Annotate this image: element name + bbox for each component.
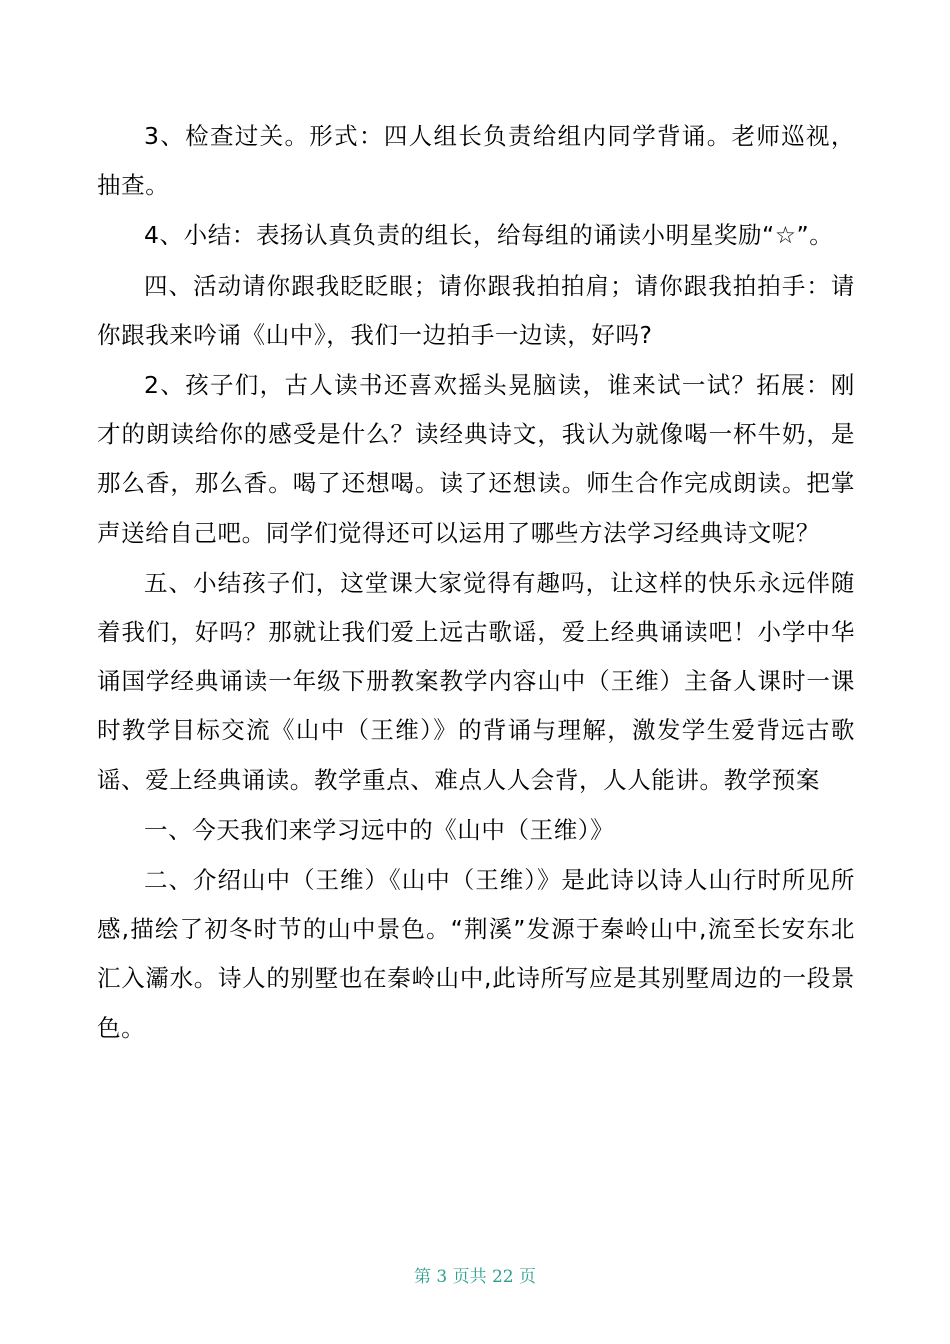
paragraph: 一、今天我们来学习远中的《山中（王维）》: [144, 815, 615, 844]
paragraph: 2、孩子们，古人读书还喜欢摇头晃脑读，谁来试一试？拓展：刚才的朗读给你的感受是什么？读经典诗文，我认为就像喝一杯牛奶，是那么香，那么香。喝了还想喝。读了还想读。师生合作完成朗读。把掌声送给自己吧。同学们觉得还可以运用了哪些方法学习经典诗文呢？: [97, 371, 855, 547]
paragraph: 3、检查过关。形式：四人组长负责给组内同学背诵。老师巡视，抽查。: [97, 122, 855, 200]
paragraph: 二、介绍山中（王维）《山中（王维）》是此诗以诗人山行时所见所感,描绘了初冬时节的山中景色。“荆溪”发源于秦岭山中,流至长安东北汇入灞水。诗人的别墅也在秦岭山中,此诗所写应是其别墅周边的一段景色。: [97, 866, 855, 1042]
page-number-footer: 第 3 页共 22 页: [413, 1267, 537, 1287]
paragraph: 4、小结：表扬认真负责的组长，给每组的诵读小明星奖励“☆”。: [144, 221, 834, 250]
paragraph: 五、小结孩子们，这堂课大家觉得有趣吗，让这样的快乐永远伴随着我们，好吗？那就让我们爱上远古歌谣，爱上经典诵读吧！小学中华诵国学经典诵读一年级下册教案教学内容山中（王维）主备人课时一课时教学目标交流《山中（王维）》的背诵与理解，激发学生爱背远古歌谣、爱上经典诵读。教学重点、难点人人会背，人人能讲。教学预案: [97, 568, 855, 794]
paragraph: 四、活动请你跟我眨眨眼；请你跟我拍拍肩；请你跟我拍拍手：请你跟我来吟诵《山中》，我们一边拍手一边读，好吗?: [97, 271, 855, 349]
document-body: [97, 112, 855, 1053]
